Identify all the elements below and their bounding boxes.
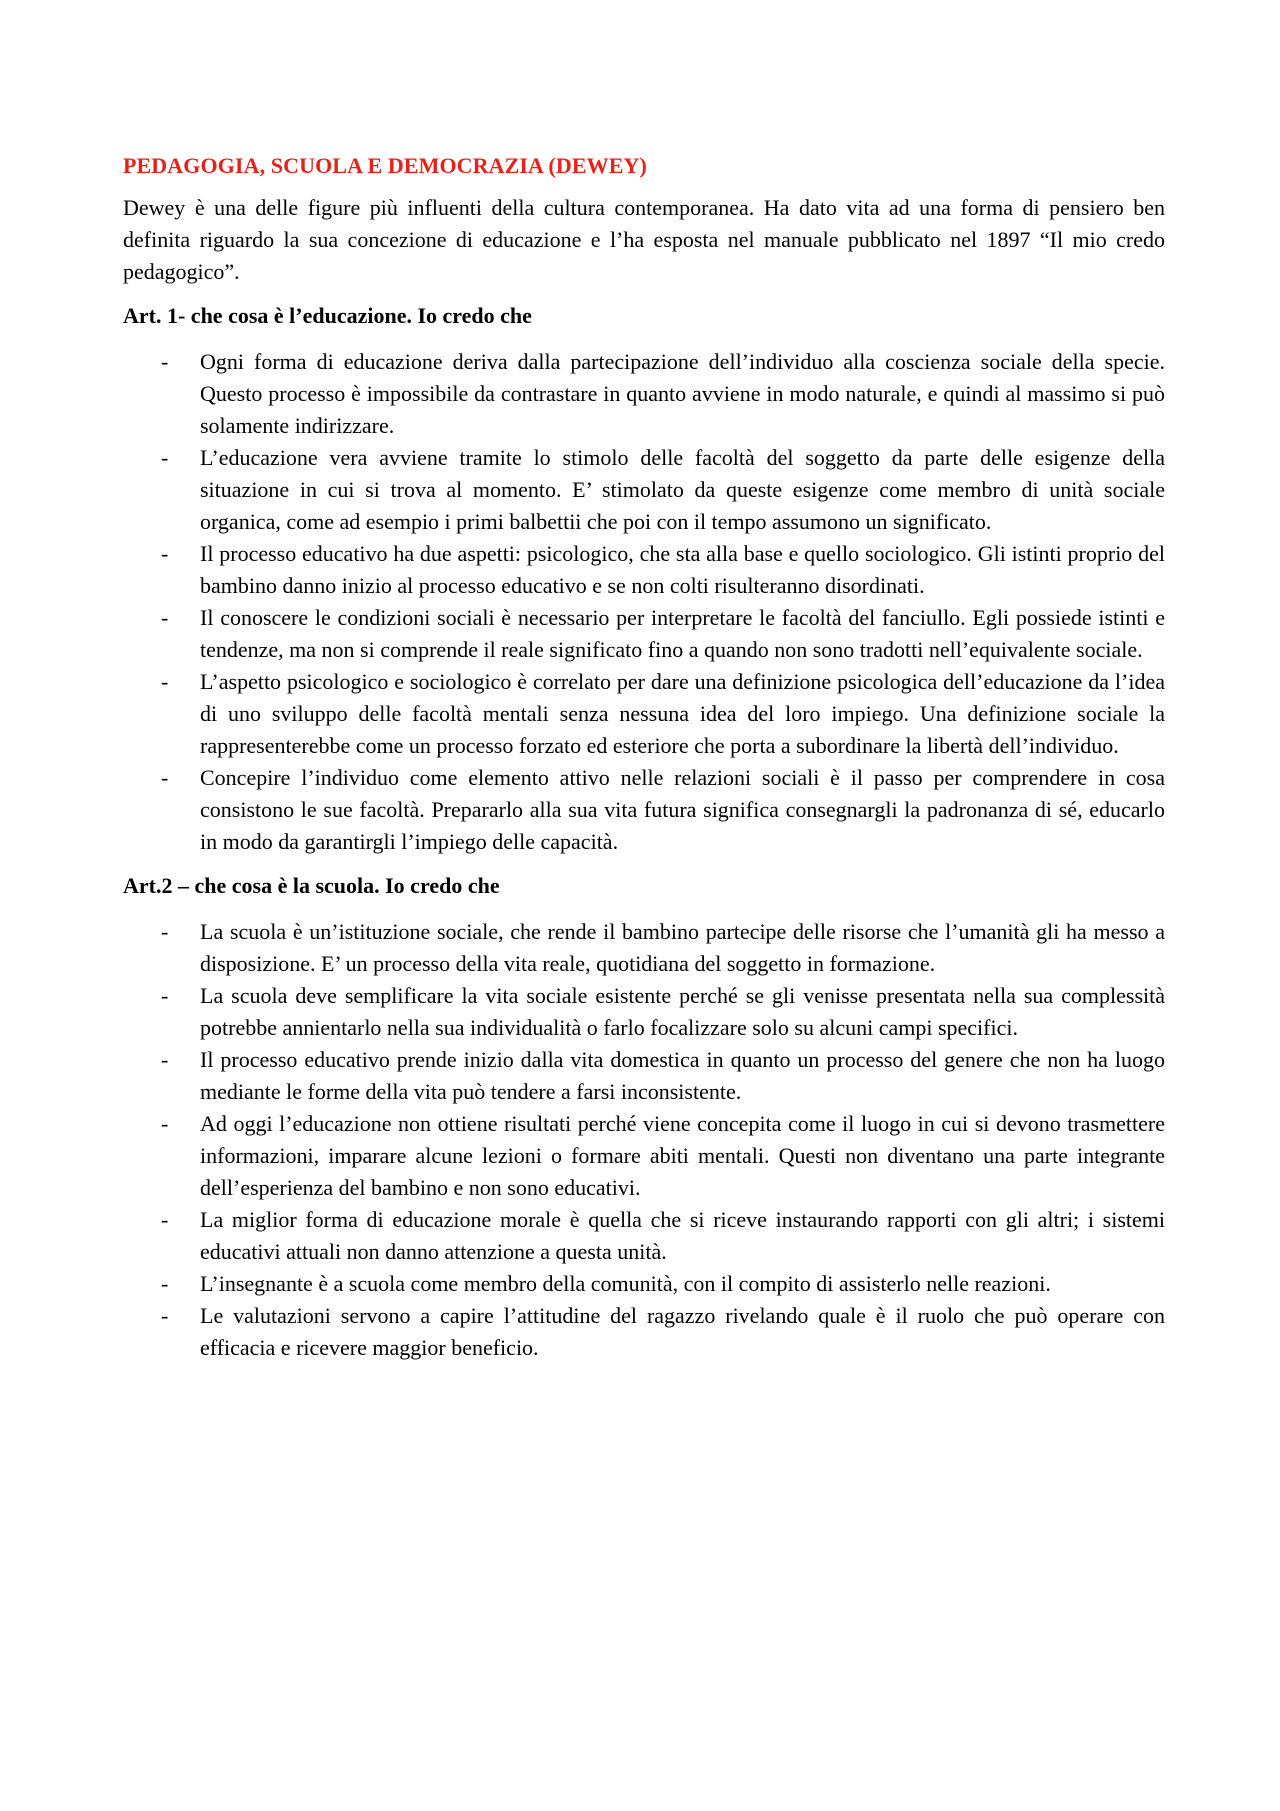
bullet-dash: -	[161, 765, 169, 790]
list-item	[123, 1204, 1165, 1268]
document-page	[123, 152, 1165, 1376]
sections-container	[123, 300, 1165, 1364]
bullet-dash: -	[161, 669, 169, 694]
list-item	[123, 1044, 1165, 1108]
bullet-dash: -	[161, 1271, 169, 1296]
list-item	[123, 442, 1165, 538]
list-item-text: Concepire l’individuo come elemento attivo nelle relazioni sociali è il passo per comprendere in cosa consistono le sue facoltà. Prepararlo alla sua vita futura significa consegnargli la padronanza di sé, educarlo in modo da garantirgli l’impiego delle capacità.	[200, 765, 1165, 854]
list-item	[123, 916, 1165, 980]
bullet-dash: -	[161, 1111, 169, 1136]
bullet-list	[123, 916, 1165, 1364]
section-heading: Art.2 – che cosa è la scuola. Io credo che	[123, 873, 500, 898]
bullet-dash: -	[161, 919, 169, 944]
section-heading: Art. 1- che cosa è l’educazione. Io credo che	[123, 303, 532, 328]
bullet-dash: -	[161, 605, 169, 630]
list-item	[123, 1108, 1165, 1204]
list-item-text: Le valutazioni servono a capire l’attitudine del ragazzo rivelando quale è il ruolo che può operare con efficacia e ricevere maggior beneficio.	[200, 1303, 1165, 1360]
list-item-text: Il processo educativo prende inizio dalla vita domestica in quanto un processo del genere che non ha luogo mediante le forme della vita può tendere a farsi inconsistente.	[200, 1047, 1165, 1104]
list-item	[123, 1300, 1165, 1364]
list-item	[123, 346, 1165, 442]
bullet-dash: -	[161, 445, 169, 470]
bullet-list	[123, 346, 1165, 858]
list-item	[123, 762, 1165, 858]
list-item-text: Il processo educativo ha due aspetti: psicologico, che sta alla base e quello sociologico. Gli istinti proprio del bambino danno inizio al processo educativo e se non colti risulteranno disordinati.	[200, 541, 1165, 598]
list-item-text: La scuola è un’istituzione sociale, che rende il bambino partecipe delle risorse che l’umanità gli ha messo a disposizione. E’ un processo della vita reale, quotidiana del soggetto in formazione.	[200, 919, 1165, 976]
list-item-text: Ogni forma di educazione deriva dalla partecipazione dell’individuo alla coscienza sociale della specie. Questo processo è impossibile da contrastare in quanto avviene in modo naturale, e quindi al massimo si può solamente indirizzare.	[200, 349, 1165, 438]
list-item	[123, 1268, 1165, 1300]
document-title: PEDAGOGIA, SCUOLA E DEMOCRAZIA (DEWEY)	[123, 153, 647, 178]
list-item	[123, 980, 1165, 1044]
list-item	[123, 666, 1165, 762]
list-item-text: Il conoscere le condizioni sociali è necessario per interpretare le facoltà del fanciullo. Egli possiede istinti e tendenze, ma non si comprende il reale significato fino a quando non sono tradotti nell’equivalente sociale.	[200, 605, 1165, 662]
list-item-text: L’educazione vera avviene tramite lo stimolo delle facoltà del soggetto da parte delle esigenze della situazione in cui si trova al momento. E’ stimolato da queste esigenze come membro di unità sociale organica, come ad esempio i primi balbettii che poi con il tempo assumono un significato.	[200, 445, 1165, 534]
bullet-dash: -	[161, 1047, 169, 1072]
bullet-dash: -	[161, 983, 169, 1008]
list-item	[123, 602, 1165, 666]
list-item-text: L’insegnante è a scuola come membro della comunità, con il compito di assisterlo nelle reazioni.	[200, 1271, 1051, 1296]
list-item	[123, 538, 1165, 602]
bullet-dash: -	[161, 541, 169, 566]
intro-paragraph: Dewey è una delle figure più influenti della cultura contemporanea. Ha dato vita ad una forma di pensiero ben definita riguardo la sua concezione di educazione e l’ha esposta nel manuale pubblicato nel 1897 “Il mio credo pedagogico”.	[123, 195, 1165, 284]
list-item-text: La scuola deve semplificare la vita sociale esistente perché se gli venisse presentata nella sua complessità potrebbe annientarlo nella sua individualità o farlo focalizzare solo su alcuni campi specifici.	[200, 983, 1165, 1040]
bullet-dash: -	[161, 1207, 169, 1232]
list-item-text: Ad oggi l’educazione non ottiene risultati perché viene concepita come il luogo in cui si devono trasmettere informazioni, imparare alcune lezioni o formare abiti mentali. Questi non diventano una parte integrante dell’esperienza del bambino e non sono educativi.	[200, 1111, 1165, 1200]
list-item-text: La miglior forma di educazione morale è quella che si riceve instaurando rapporti con gli altri; i sistemi educativi attuali non danno attenzione a questa unità.	[200, 1207, 1165, 1264]
bullet-dash: -	[161, 349, 169, 374]
bullet-dash: -	[161, 1303, 169, 1328]
list-item-text: L’aspetto psicologico e sociologico è correlato per dare una definizione psicologica dell’educazione da l’idea di uno sviluppo delle facoltà mentali senza nessuna idea del loro impiego. Una definizione sociale la rappresenterebbe come un processo forzato ed esteriore che porta a subordinare la libertà dell’individuo.	[200, 669, 1165, 758]
